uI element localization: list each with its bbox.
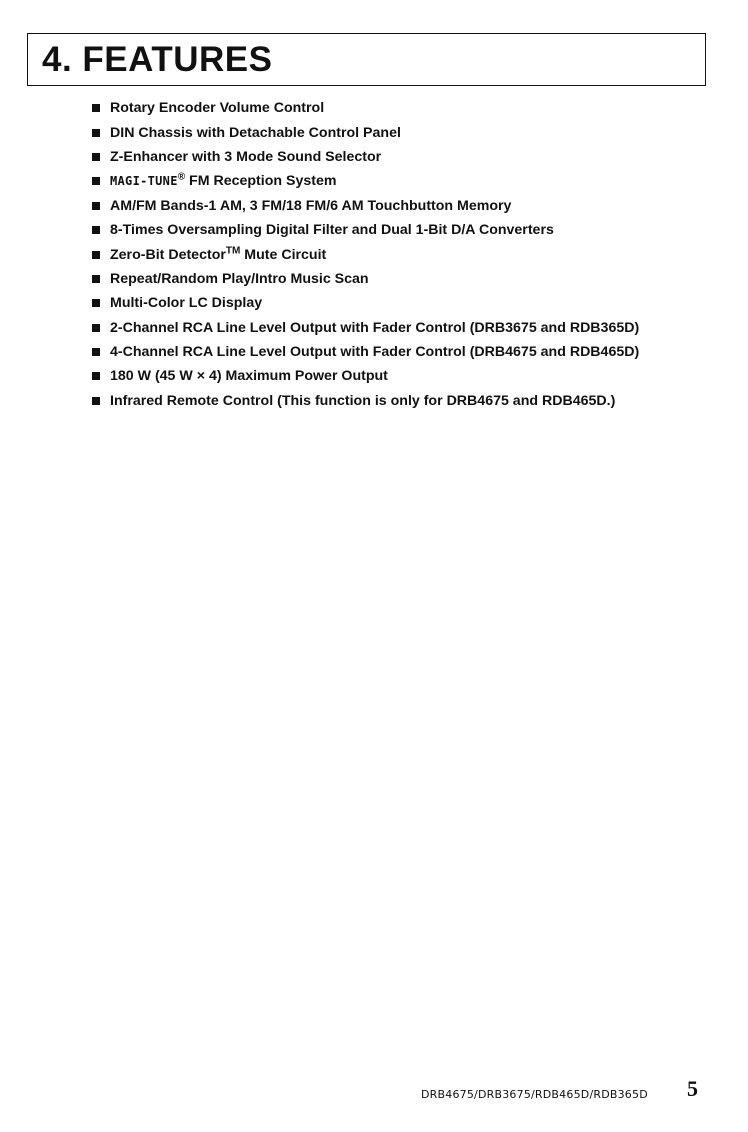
feature-item bbox=[92, 194, 639, 218]
feature-text: AM/FM Bands-1 AM, 3 FM/18 FM/6 AM Touchbutton Memory bbox=[110, 197, 512, 214]
feature-item bbox=[92, 389, 639, 413]
square-bullet-icon bbox=[92, 202, 100, 210]
feature-text-pre: Zero-Bit Detector bbox=[110, 246, 226, 263]
magi-tune-logo: MAGI-TUNE bbox=[110, 174, 178, 189]
feature-text bbox=[110, 173, 336, 189]
feature-text-rest: Mute Circuit bbox=[240, 246, 327, 263]
square-bullet-icon bbox=[92, 153, 100, 161]
feature-item bbox=[92, 316, 639, 340]
trademark-mark: TM bbox=[225, 244, 241, 256]
feature-item bbox=[92, 291, 639, 315]
feature-item bbox=[92, 145, 639, 169]
square-bullet-icon bbox=[92, 251, 100, 259]
square-bullet-icon bbox=[92, 299, 100, 307]
feature-text: Repeat/Random Play/Intro Music Scan bbox=[110, 270, 369, 287]
feature-text: Z-Enhancer with 3 Mode Sound Selector bbox=[110, 148, 382, 165]
feature-item bbox=[92, 242, 639, 266]
feature-text: 8-Times Oversampling Digital Filter and Dual 1-Bit D/A Converters bbox=[110, 222, 554, 239]
features-list bbox=[92, 96, 639, 413]
footer-model-numbers: DRB4675/DRB3675/RDB465D/RDB365D bbox=[421, 1088, 648, 1101]
section-title: 4. FEATURES bbox=[42, 40, 273, 79]
section-title-box bbox=[27, 33, 706, 86]
feature-item bbox=[92, 267, 639, 291]
feature-text: Rotary Encoder Volume Control bbox=[110, 100, 325, 117]
square-bullet-icon bbox=[92, 129, 100, 137]
square-bullet-icon bbox=[92, 397, 100, 405]
feature-item bbox=[92, 364, 639, 388]
feature-text: DIN Chassis with Detachable Control Panel bbox=[110, 124, 401, 141]
feature-item bbox=[92, 340, 639, 364]
feature-text bbox=[110, 244, 327, 263]
feature-text: 4-Channel RCA Line Level Output with Fader Control (DRB4675 and RDB465D) bbox=[110, 344, 640, 361]
square-bullet-icon bbox=[92, 226, 100, 234]
feature-item bbox=[92, 120, 639, 144]
feature-item bbox=[92, 96, 639, 120]
square-bullet-icon bbox=[92, 104, 100, 112]
feature-item bbox=[92, 218, 639, 242]
square-bullet-icon bbox=[92, 372, 100, 380]
registered-mark: ® bbox=[177, 171, 186, 183]
feature-text: 180 W (45 W × 4) Maximum Power Output bbox=[110, 368, 388, 385]
square-bullet-icon bbox=[92, 324, 100, 332]
feature-text: 2-Channel RCA Line Level Output with Fader Control (DRB3675 and RDB365D) bbox=[110, 319, 640, 336]
feature-text: Multi-Color LC Display bbox=[110, 295, 263, 312]
page-number: 5 bbox=[687, 1076, 698, 1101]
feature-item bbox=[92, 169, 639, 193]
feature-text: Infrared Remote Control (This function is only for DRB4675 and RDB465D.) bbox=[110, 392, 616, 409]
square-bullet-icon bbox=[92, 348, 100, 356]
square-bullet-icon bbox=[92, 275, 100, 283]
square-bullet-icon bbox=[92, 177, 100, 185]
feature-text-rest: FM Reception System bbox=[185, 173, 337, 190]
